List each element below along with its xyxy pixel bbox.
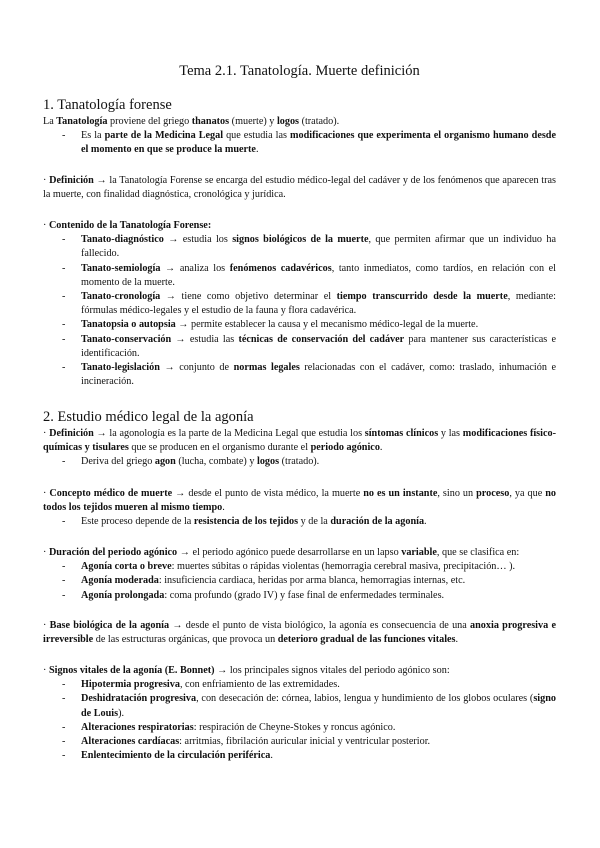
bold-text: tiempo transcurrido desde la muerte <box>336 291 508 303</box>
section-2-biological-basis-block <box>43 619 556 647</box>
text-run: : coma profundo (grado IV) y fase final de enfermedades terminales. <box>164 589 445 601</box>
text-run: , ya que <box>509 488 546 499</box>
section-2-biological-basis <box>43 619 556 647</box>
bold-text: normas legales <box>233 362 300 374</box>
bold-text: Tanato-cronología <box>81 291 161 303</box>
bold-text: Tanato-diagnóstico <box>81 234 164 246</box>
bold-text: no todos los tejidos mueren al mismo tiempo <box>43 488 556 514</box>
bold-text: fenómenos cadavéricos <box>229 262 332 274</box>
text-run: (tratado). <box>279 456 320 468</box>
text-run: : arritmias, fibrilación auricular inicial y ventricular posterior. <box>179 736 431 748</box>
text-run: . <box>270 750 273 762</box>
bold-text: logos <box>276 116 300 127</box>
bold-text: parte de la Medicina Legal <box>104 130 224 142</box>
list-item <box>43 678 556 692</box>
text-run: . <box>222 502 225 514</box>
bold-text: periodo agónico <box>310 442 380 454</box>
list-item <box>43 589 556 603</box>
text-run: La <box>43 116 57 127</box>
text-run: : insuficiencia cardiaca, heridas por arma blanca, hemorragias internas, etc. <box>158 575 466 587</box>
bold-text: signos biológicos de la muerte <box>232 234 369 246</box>
list-item <box>43 290 556 318</box>
section-1-definition <box>43 174 556 202</box>
section-2-definition-block <box>43 427 556 470</box>
section-2-definition <box>43 427 556 455</box>
text-run: Es la <box>81 130 105 142</box>
section-2-duration-block <box>43 546 556 603</box>
list-item <box>43 318 556 332</box>
text-run: y de la <box>298 516 331 528</box>
text-run: , con desecación de: córnea, labios, lengua y hundimiento de los globos oculares ( <box>196 693 534 705</box>
list-item <box>43 333 556 361</box>
text-run: · <box>43 488 50 499</box>
bold-text: Hipotermia progresiva <box>81 679 180 691</box>
text-run: Este proceso depende de la <box>81 516 194 528</box>
bold-text: Tanato-legislación <box>81 362 160 374</box>
bold-text: proceso <box>476 488 510 499</box>
list-item <box>43 455 556 469</box>
section-2-duration <box>43 546 556 560</box>
text-run: → la agonología es la parte de la Medicina Legal que estudia los <box>93 428 365 439</box>
text-run: · <box>43 665 49 676</box>
section-1-intro-block <box>43 115 556 158</box>
bold-text: resistencia de los tejidos <box>193 516 299 528</box>
section-1-contents-list <box>43 233 556 389</box>
bold-text: Definición <box>49 428 94 439</box>
text-run: · <box>43 175 50 186</box>
section-2-vital-signs-block <box>43 664 556 763</box>
bold-text: Agonía prolongada <box>81 589 165 601</box>
section-2-concept-block <box>43 487 556 530</box>
bold-text: Enlentecimiento de la circulación periférica <box>81 750 271 762</box>
bold-text: Deshidratación progresiva <box>81 693 197 705</box>
text-run: → el periodo agónico puede desarrollarse en un lapso <box>177 547 402 558</box>
text-run: → permite establecer la causa y el mecanismo médico-legal de la muerte. <box>175 319 479 331</box>
bold-text: no es un instante <box>363 488 438 499</box>
section-2-concept-list <box>43 515 556 529</box>
section-1-heading: 1. Tanatología forense <box>43 97 172 113</box>
text-run: · <box>43 428 50 439</box>
list-item <box>43 361 556 389</box>
text-run: , tanto inmediatos, como tardíos, en relación con el momento de la muerte. <box>81 262 557 288</box>
bold-text: Alteraciones respiratorias <box>81 721 194 733</box>
text-run: . <box>455 634 459 646</box>
bold-text: Concepto médico de muerte <box>49 488 173 499</box>
bold-text: síntomas clínicos <box>364 428 439 439</box>
bold-text: Definición <box>49 175 94 186</box>
text-run: . <box>424 516 427 528</box>
list-item <box>43 129 556 157</box>
bold-text: Tanato-semiología <box>81 262 161 274</box>
text-run: . <box>379 442 383 454</box>
bold-text: agon <box>154 456 176 468</box>
section-2-definition-list <box>43 455 556 469</box>
text-run: → desde el punto de vista biológico, la agonía es consecuencia de una <box>169 620 471 631</box>
list-item <box>43 515 556 529</box>
text-run: : respiración de Cheyne-Stokes y roncus agónico. <box>193 721 396 733</box>
bold-text: Tanatología <box>56 116 108 127</box>
text-run: : muertes súbitas o rápidas violentas (hemorragia cerebral masiva, precipitación… ). <box>171 561 516 573</box>
section-1-contents-heading <box>43 219 556 233</box>
text-run: , mediante: fórmulas médico-legales y el estudio de la fauna y flora cadavérica. <box>81 291 557 317</box>
text-run: que estudia las <box>223 130 290 142</box>
bold-text: Alteraciones cardíacas <box>81 736 180 748</box>
text-run: y las <box>438 428 463 439</box>
list-item <box>43 574 556 588</box>
text-run: de las estructuras orgánicas, que provoca un <box>93 634 278 646</box>
text-run: (tratado). <box>299 116 340 127</box>
bold-text: thanatos <box>191 116 230 127</box>
section-2-concept <box>43 487 556 515</box>
list-item <box>43 749 556 763</box>
text-run: → conjunto de <box>159 362 234 374</box>
text-run: → desde el punto de vista médico, la muerte <box>172 488 364 499</box>
text-run: relacionadas con el cadáver, como: traslado, inhumación e incineración. <box>81 362 556 388</box>
section-1-intro <box>43 115 556 129</box>
bold-text: variable <box>401 547 437 558</box>
bold-text: Tanato-conservación <box>81 333 172 345</box>
text-run: , sino un <box>437 488 477 499</box>
list-item <box>43 262 556 290</box>
text-run: · <box>43 620 50 631</box>
text-run: que se producen en el organismo durante el <box>128 442 311 454</box>
list-item <box>43 721 556 735</box>
list-item <box>43 735 556 749</box>
text-run: proviene del griego <box>107 116 192 127</box>
section-2-vital-signs-list <box>43 678 556 763</box>
text-run: → estudia las <box>171 333 239 345</box>
section-1-intro-list <box>43 129 556 157</box>
text-run: → estudia los <box>163 234 233 246</box>
list-item <box>43 692 556 720</box>
text-run: , que permiten afirmar que un individuo ha fallecido. <box>81 234 556 260</box>
section-2-vital-signs <box>43 664 556 678</box>
text-run: ). <box>118 707 125 719</box>
bold-text: Agonía corta o breve <box>81 561 172 573</box>
bold-text: Base biológica de la agonía <box>49 620 170 631</box>
bold-text: Tanatopsia o autopsia <box>81 319 176 331</box>
text-run: → los principales signos vitales del periodo agónico son: <box>214 665 450 676</box>
text-run: → tiene como objetivo determinar el <box>160 291 337 303</box>
section-1-contents-block <box>43 219 556 389</box>
bold-text: Agonía moderada <box>81 575 159 587</box>
text-run: , que se clasifica en: <box>436 547 520 558</box>
bold-text: técnicas de conservación del cadáver <box>238 333 405 345</box>
bold-text: deterioro gradual de las funciones vitales <box>277 634 456 646</box>
section-1-definition-block <box>43 174 556 202</box>
list-item <box>43 233 556 261</box>
text-run: → la Tanatología Forense se encarga del estudio médico-legal del cadáver y de los fenómenos que aparecen tras la muerte, con finalidad diagnóstica, cronológica y jurídica. <box>43 175 556 201</box>
text-run: . <box>255 144 259 156</box>
text-run: para mantener sus características e identificación. <box>81 333 556 359</box>
bold-text: modificaciones que experimenta el organismo humano desde el momento en que se produce la muerte <box>81 130 556 156</box>
bold-text: modificaciones físico-químicas y tisulares <box>43 428 556 454</box>
bold-text: anoxia progresiva e irreversible <box>43 620 556 646</box>
text-run: Deriva del griego <box>81 456 155 468</box>
text-run: · <box>43 547 49 558</box>
text-run: , con enfriamiento de las extremidades. <box>179 679 340 691</box>
list-item <box>43 560 556 574</box>
section-2-duration-list <box>43 560 556 603</box>
bold-text: logos <box>256 456 280 468</box>
bold-text: Duración del periodo agónico <box>48 547 178 558</box>
document-title: Tema 2.1. Tanatología. Muerte definición <box>179 63 420 79</box>
text-run: · <box>43 220 49 231</box>
text-run: (muerte) y <box>229 116 277 127</box>
text-run: → analiza los <box>160 262 230 274</box>
section-2-heading: 2. Estudio médico legal de la agonía <box>43 409 254 425</box>
bold-text: Signos vitales de la agonía (E. Bonnet) <box>48 665 215 676</box>
bold-text: Contenido de la Tanatología Forense: <box>48 220 212 231</box>
bold-text: signo de Louis <box>81 693 556 719</box>
bold-text: duración de la agonía <box>330 516 425 528</box>
text-run: (lucha, combate) y <box>175 456 257 468</box>
